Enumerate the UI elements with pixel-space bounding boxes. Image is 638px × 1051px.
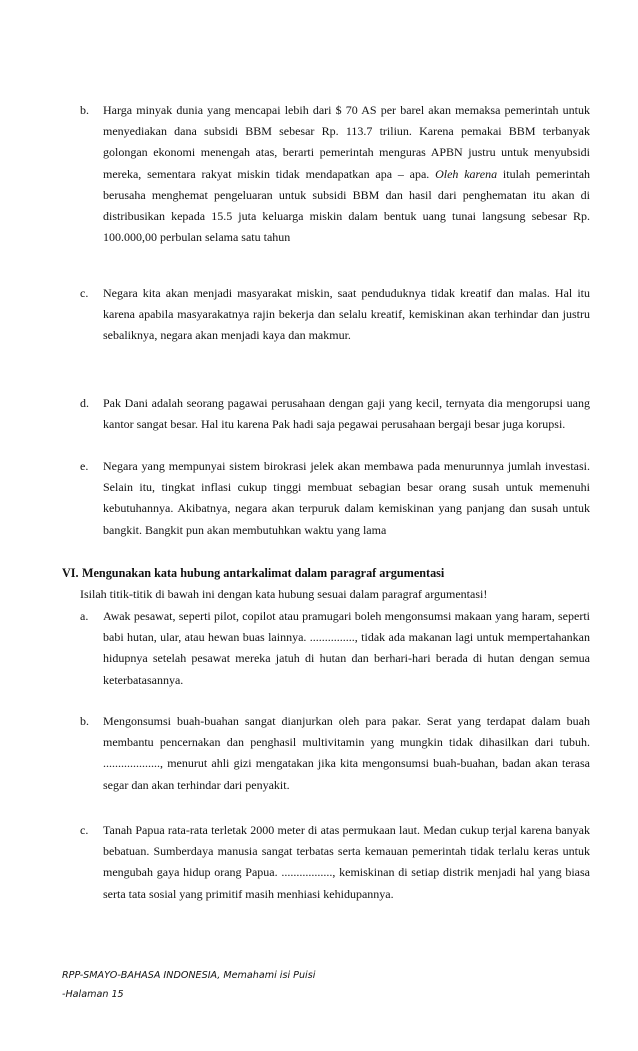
item-text: Mengonsumsi buah-buahan sangat dianjurkan oleh para pakar. Serat yang terdapat dalam buah membantu pencernakan dan penghasil multivitamin yang mungkin tidak dihasilkan dari tubuh. ..................., menurut ahli gizi mengatakan jika kita mengonsumsi buah-buahan, badan akan terasa segar dan akan terhindar dari penyakit. <box>103 714 590 792</box>
item-text: Negara yang mempunyai sistem birokrasi jelek akan membawa pada menurunnya jumlah investasi. Selain itu, tingkat inflasi cukup tinggi membuat sebagian besar orang susah untuk memenuhi kebutuhannya. Akibatnya, negara akan terpuruk dalam kemiskinan yang panjang dan susah untuk bangkit. Bangkit pun akan membutuhkan waktu yang lama <box>103 459 590 537</box>
page-footer-page-number: -Halaman 15 <box>62 989 124 1000</box>
item-marker: b. <box>80 103 89 117</box>
section-title: Mengunakan kata hubung antarkalimat dalam paragraf argumentasi <box>82 566 445 580</box>
item-text: Negara kita akan menjadi masyarakat miskin, saat penduduknya tidak kreatif dan malas. Hal itu karena apabila masyarakatnya rajin bekerja dan selalu kreatif, kemiskinan akan terhindar dan justru sebaliknya, negara akan menjadi kaya dan makmur. <box>103 286 590 343</box>
item-marker: a. <box>80 609 89 623</box>
item-marker: c. <box>80 286 89 300</box>
item-text-italic: Oleh karena <box>435 166 498 181</box>
page-footer-line1: RPP-SMAYO-BAHASA INDONESIA, Memahami isi Puisi <box>62 970 316 981</box>
item-marker: c. <box>80 823 89 837</box>
item-text <box>103 100 590 248</box>
item-marker: b. <box>80 714 89 728</box>
item-text-part: Harga minyak dunia yang mencapai lebih dari $ 70 AS per barel akan memaksa pemerintah untuk menyediakan dana subsidi BBM sebesar Rp. 113.7 triliun. Karena pemakai BBM terbanyak golongan ekonomi menengah atas, berarti pemerintah menguras APBN justru untuk menyubsidi mereka, sementara rakyat miskin tidak mendapatkan apa – apa. <box>103 103 590 181</box>
section-number: VI. <box>62 566 79 580</box>
item-marker: e. <box>80 459 89 473</box>
item-text: Pak Dani adalah seorang pagawai perusahaan dengan gaji yang kecil, ternyata dia mengorupsi uang kantor sangat besar. Hal itu karena Pak hadi saja pegawai perusahaan bergaji besar juga korupsi. <box>103 396 590 432</box>
item-marker: d. <box>80 396 89 410</box>
item-text: Tanah Papua rata-rata terletak 2000 meter di atas permukaan laut. Medan cukup terjal karena banyak bebatuan. Sumberdaya manusia sangat terbatas serta kemauan pemerintah tidak terlalu keras untuk mengubah gaya hidup orang Papua. ................., kemiskinan di setiap distrik menjadi hal yang biasa serta tata sosial yang primitif masih menhiasi kehidupannya. <box>103 823 590 901</box>
item-text-part: itulah pemerintah berusaha menghemat pengeluaran untuk subsidi BBM dan hasil dari penghematan itu akan di distribusikan kepada 15.5 juta keluarga miskin dalam bentuk uang tunai langsung sebesar Rp. 100.000,00 perbulan selama satu tahun <box>103 166 591 245</box>
section-heading <box>62 566 444 581</box>
item-text: Awak pesawat, seperti pilot, copilot atau pramugari boleh mengonsumsi makaan yang haram, seperti babi hutan, ular, atau hewan buas lainnya. ..............., tidak ada makanan lagi untuk mempertahankan hidupnya setelah pesawat mereka jatuh di hutan dan berhari-hari berada di hutan dengan semua keterbatasannya. <box>103 609 590 687</box>
section-instruction: Isilah titik-titik di bawah ini dengan kata hubung sesuai dalam paragraf argumentasi! <box>80 587 488 601</box>
